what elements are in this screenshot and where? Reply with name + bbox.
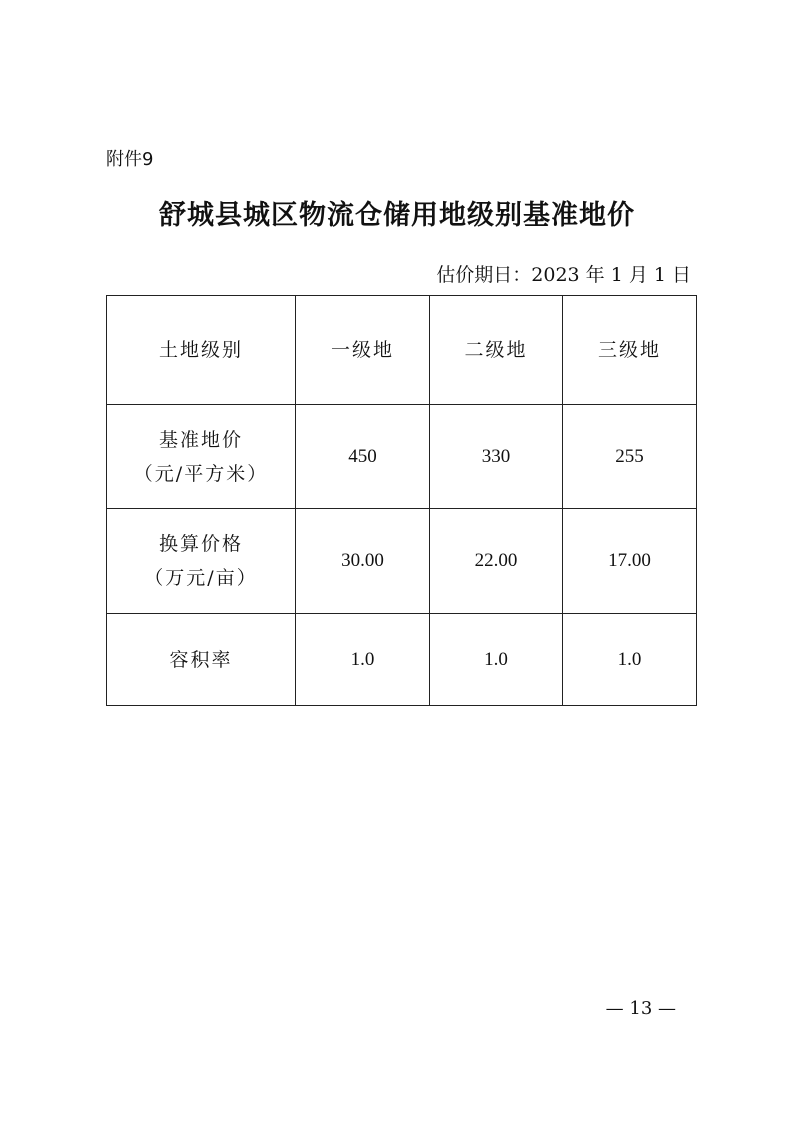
header-cell-grade-2: 二级地 (430, 296, 563, 405)
header-cell-land-grade: 土地级别 (107, 296, 296, 405)
header-cell-grade-3: 三级地 (563, 296, 697, 405)
benchmark-price-table (106, 295, 697, 706)
value-cell: 30.00 (296, 509, 430, 614)
row-label-line: 换算价格 (158, 533, 243, 555)
value-cell: 1.0 (296, 614, 430, 706)
value-cell: 255 (563, 405, 697, 509)
value-cell: 330 (430, 405, 563, 509)
table-row (107, 405, 697, 509)
row-label-line: 基准地价 (158, 428, 243, 451)
row-label-converted-price (107, 509, 296, 614)
value-cell: 22.00 (430, 509, 563, 614)
table-header-row (107, 296, 697, 405)
page-number: — 13 — (605, 998, 676, 1019)
valuation-date: 估价期日：2023 年 1 月 1 日 (436, 264, 691, 286)
value-cell: 17.00 (563, 509, 697, 614)
table-row (107, 509, 697, 614)
attachment-label: 附件9 (106, 149, 154, 170)
row-label-unit: （元/平方米） (133, 462, 269, 485)
value-cell: 450 (296, 405, 430, 509)
row-label-plot-ratio: 容积率 (107, 614, 296, 706)
value-cell: 1.0 (430, 614, 563, 706)
row-label-benchmark-price (107, 405, 296, 509)
row-label-unit: （万元/亩） (144, 567, 258, 589)
value-cell: 1.0 (563, 614, 697, 706)
header-cell-grade-1: 一级地 (296, 296, 430, 405)
document-title: 舒城县城区物流仓储用地级别基准地价 (159, 200, 635, 231)
table-row (107, 614, 697, 706)
